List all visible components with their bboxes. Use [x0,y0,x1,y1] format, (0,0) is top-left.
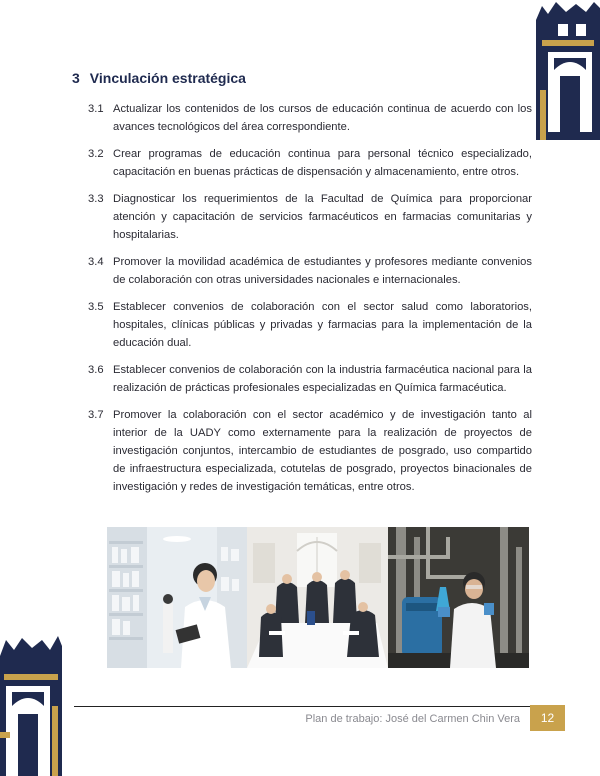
list-item [72,145,532,181]
item-number: 3.1 [88,103,104,115]
item-text: Promover la movilidad académica de estudiantes y profesores mediante convenios de colaboración con otras universidades nacionales e internacionales. [113,256,532,286]
footer-title: Plan de trabajo: José del Carmen Chin Vera [305,713,520,725]
photo-strip [107,527,529,668]
item-text: Crear programas de educación continua para personal técnico especializado, capacitación en buenas prácticas de dispensación y almacenamiento, entre otros. [113,148,532,178]
pharmacy-photo [107,527,247,668]
laboratory-photo [388,527,529,668]
list-item [72,253,532,289]
item-text: Establecer convenios de colaboración con el sector salud como laboratorios, hospitales, clínicas públicas y privadas y farmacias para la implementación de la educación dual. [113,301,532,349]
list-item [72,406,532,496]
item-number: 3.3 [88,193,104,205]
item-number: 3.4 [88,256,104,268]
item-text: Promover la colaboración con el sector académico y de investigación tanto al interior de la UADY como externamente para la realización de proyectos de investigación conjuntos, intercambio de estudiantes de posgrado, uso compartido de infraestructura especializada, cotutelas de posgrado, proyectos binacionales de investigación y redes de investigación temáticas, entre otros. [113,409,532,493]
list-item [72,100,532,136]
strategic-linkage-section [72,70,532,505]
page-number: 12 [530,705,565,731]
section-number: 3 [72,70,80,86]
footer-divider [74,706,530,707]
item-number: 3.7 [88,409,104,421]
meeting-photo [247,527,388,668]
list-item [72,190,532,244]
building-ornament-top-right [532,0,600,140]
item-number: 3.2 [88,148,104,160]
list-item [72,298,532,352]
item-text: Diagnosticar los requerimientos de la Facultad de Química para proporcionar atención y capacitación de servicios farmacéuticos en farmacias comunitarias y hospitalarias. [113,193,532,241]
item-text: Establecer convenios de colaboración con la industria farmacéutica nacional para la realización de prácticas profesionales especializadas en Química farmacéutica. [113,364,532,394]
list-item [72,361,532,397]
item-text: Actualizar los contenidos de los cursos de educación continua de acuerdo con los avances tecnológicos del área correspondiente. [113,103,532,133]
building-ornament-bottom-left [0,636,66,776]
section-title: Vinculación estratégica [89,70,246,86]
item-number: 3.5 [88,301,104,313]
item-number: 3.6 [88,364,104,376]
section-heading [72,70,532,86]
